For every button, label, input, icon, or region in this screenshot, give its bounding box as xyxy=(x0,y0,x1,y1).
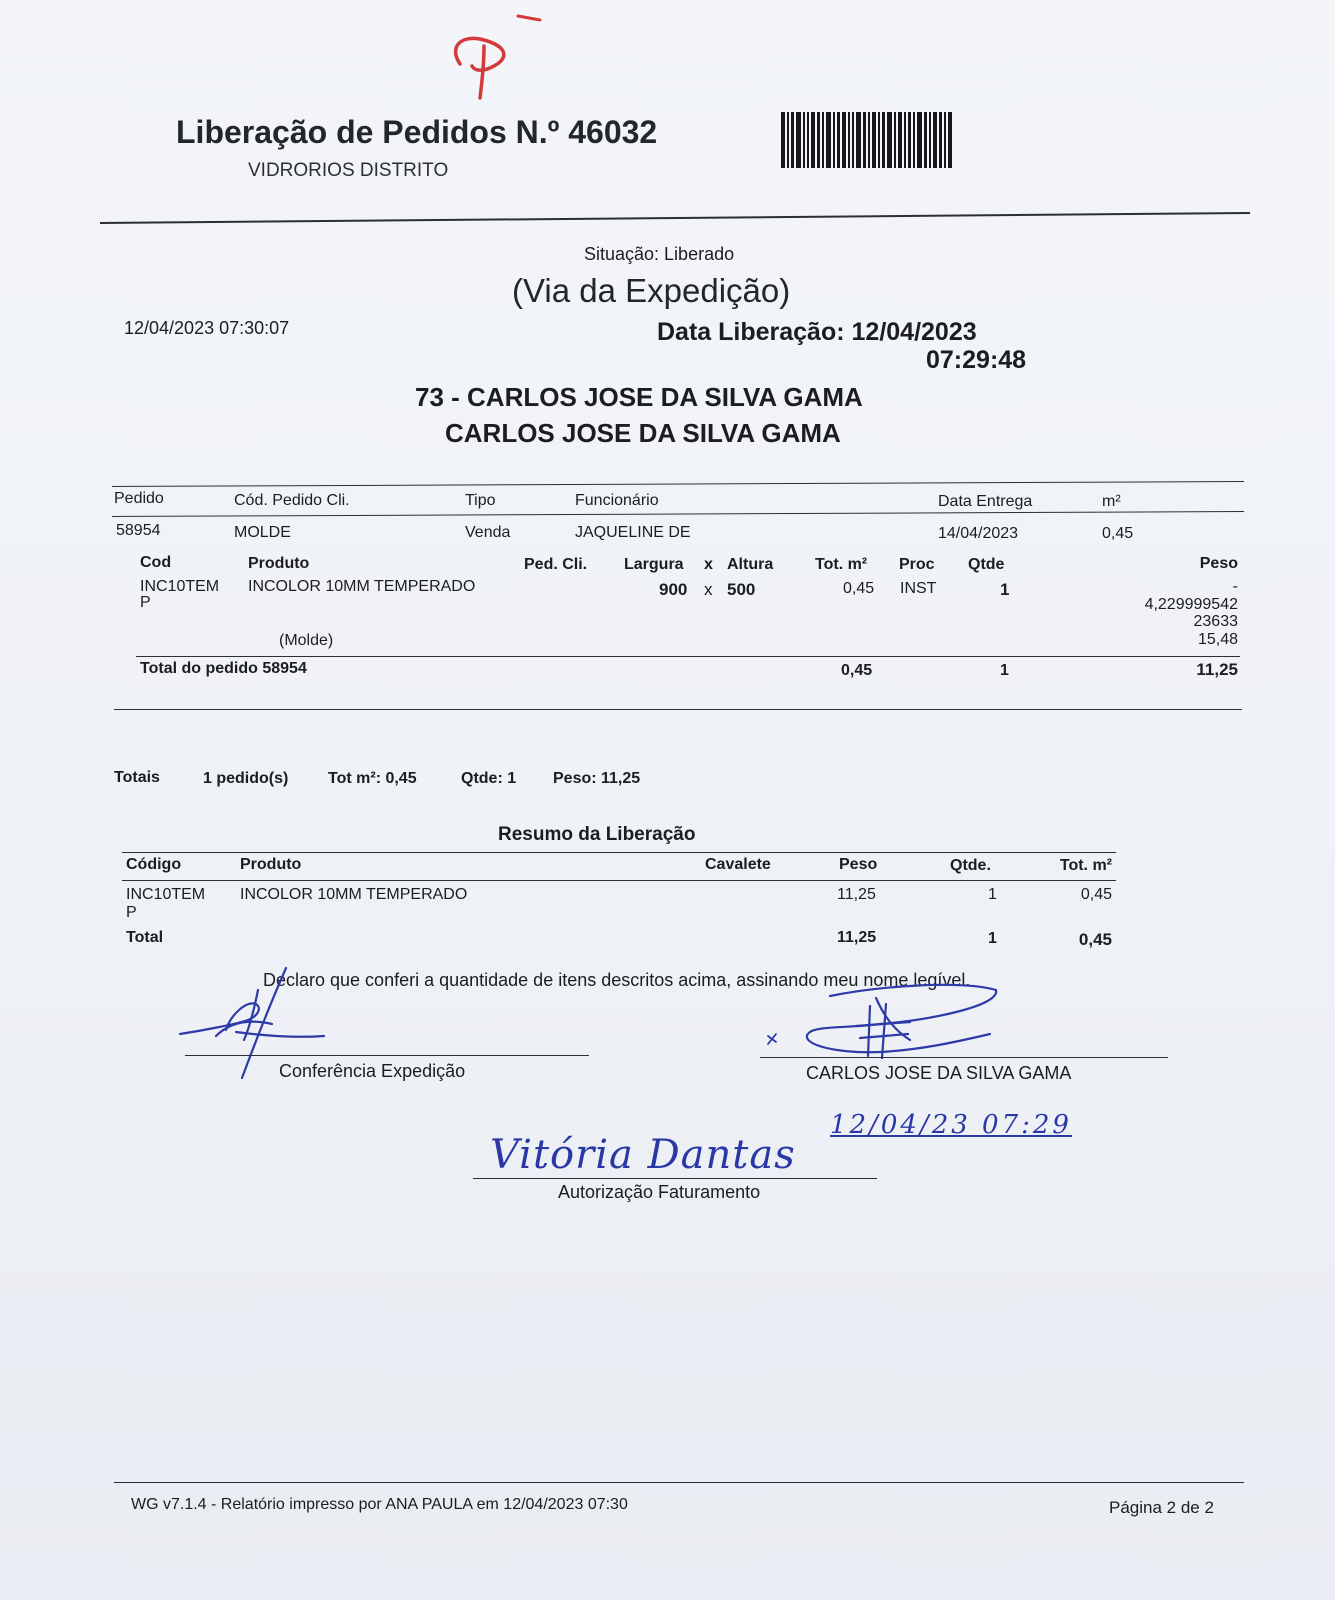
item-header-peso: Peso xyxy=(1199,555,1238,572)
item-peso-line2: 4,229999542 xyxy=(1144,596,1238,613)
header-cod-pedido-cli: Cód. Pedido Cli. xyxy=(234,492,350,509)
order-funcionario: JAQUELINE DE xyxy=(575,524,691,541)
summary-title: Resumo da Liberação xyxy=(498,824,696,845)
summary-header-rule xyxy=(122,880,1116,881)
company-name: VIDRORIOS DISTRITO xyxy=(248,160,449,181)
order-header-rule xyxy=(112,511,1244,517)
header-m2: m² xyxy=(1102,493,1121,510)
item-cod-line2: P xyxy=(140,594,151,611)
item-header-qtde: Qtde xyxy=(968,556,1005,573)
summary-total-qtde: 1 xyxy=(988,930,997,947)
item-peso-line4: 15,48 xyxy=(1197,631,1238,648)
footer-rule xyxy=(114,1482,1244,1483)
item-header-cod: Cod xyxy=(140,554,172,571)
summary-header-cavalete: Cavalete xyxy=(705,856,771,873)
item-header-produto: Produto xyxy=(248,555,310,572)
handwritten-datetime: 12/04/23 07:29 xyxy=(830,1110,1072,1140)
customer-signature-line xyxy=(760,1057,1168,1058)
item-qtde: 1 xyxy=(1000,580,1010,599)
customer-code-name: 73 - CARLOS JOSE DA SILVA GAMA xyxy=(415,382,863,412)
order-data-entrega: 14/04/2023 xyxy=(938,525,1019,542)
printed-timestamp: 12/04/2023 07:30:07 xyxy=(124,318,290,338)
item-peso-line3: 23633 xyxy=(1193,613,1238,630)
order-cod-pedido-cli: MOLDE xyxy=(234,524,291,541)
item-altura: 500 xyxy=(727,580,756,599)
summary-top-rule xyxy=(122,852,1116,853)
order-pedido: 58954 xyxy=(116,522,161,539)
customer-signature-label: CARLOS JOSE DA SILVA GAMA xyxy=(806,1063,1072,1083)
order-total-qtde: 1 xyxy=(1000,662,1009,679)
item-header-proc: Proc xyxy=(899,556,935,573)
footer-page-number: Página 2 de 2 xyxy=(1109,1498,1214,1517)
totals-pedidos: 1 pedido(s) xyxy=(203,770,289,787)
order-total-tot-m2: 0,45 xyxy=(841,662,873,679)
barcode xyxy=(781,112,983,168)
authorization-signature-line xyxy=(473,1178,877,1179)
summary-total-peso: 11,25 xyxy=(837,929,877,946)
order-total-rule xyxy=(136,656,1240,657)
item-x: x xyxy=(704,580,713,599)
summary-header-codigo: Código xyxy=(126,856,182,873)
summary-total-label: Total xyxy=(126,929,164,946)
header-pedido: Pedido xyxy=(114,490,164,507)
summary-header-qtde: Qtde. xyxy=(950,857,991,874)
item-header-tot-m2: Tot. m² xyxy=(815,556,868,573)
header-tipo: Tipo xyxy=(465,492,496,509)
summary-peso: 11,25 xyxy=(837,886,876,903)
customer-name: CARLOS JOSE DA SILVA GAMA xyxy=(445,418,841,448)
item-proc: INST xyxy=(900,580,937,597)
release-time: 07:29:48 xyxy=(926,346,1027,374)
order-table-bottom-rule xyxy=(114,709,1242,710)
item-note: (Molde) xyxy=(279,632,334,649)
item-header-largura: Largura xyxy=(624,556,684,573)
footer-printed-by: WG v7.1.4 - Relatório impresso por ANA PAULA em 12/04/2023 07:30 xyxy=(131,1496,628,1513)
item-produto: INCOLOR 10MM TEMPERADO xyxy=(248,578,476,595)
item-header-x: x xyxy=(704,556,713,573)
order-total-peso: 11,25 xyxy=(1196,660,1238,679)
order-m2: 0,45 xyxy=(1102,525,1134,542)
summary-produto: INCOLOR 10MM TEMPERADO xyxy=(240,886,468,903)
totals-label: Totais xyxy=(114,769,160,786)
header-funcionario: Funcionário xyxy=(575,492,659,509)
summary-tot-m2: 0,45 xyxy=(1080,886,1112,903)
order-table-top-rule xyxy=(112,481,1244,487)
authorization-signature: Vitória Dantas xyxy=(490,1132,796,1178)
item-cod-line1: INC10TEM xyxy=(140,578,220,595)
item-largura: 900 xyxy=(659,580,688,599)
conferencia-signature-line xyxy=(185,1055,589,1056)
header-data-entrega: Data Entrega xyxy=(938,493,1033,510)
summary-codigo-line2: P xyxy=(126,904,137,921)
order-tipo: Venda xyxy=(465,524,511,541)
summary-qtde: 1 xyxy=(988,886,997,903)
red-p-mark xyxy=(440,6,550,102)
item-header-ped-cli: Ped. Cli. xyxy=(524,556,588,573)
customer-signature xyxy=(760,976,1000,1066)
copy-label: (Via da Expedição) xyxy=(512,272,791,309)
item-tot-m2: 0,45 xyxy=(843,580,875,597)
authorization-label: Autorização Faturamento xyxy=(558,1182,761,1202)
item-header-altura: Altura xyxy=(727,556,774,573)
release-date: Data Liberação: 12/04/2023 xyxy=(657,318,977,346)
summary-header-produto: Produto xyxy=(240,856,302,873)
status-label: Situação: Liberado xyxy=(584,244,735,264)
item-peso-line1: - xyxy=(1232,578,1238,595)
document-title: Liberação de Pedidos N.º 46032 xyxy=(176,114,658,150)
summary-header-peso: Peso xyxy=(839,856,878,873)
totals-qtde: Qtde: 1 xyxy=(461,770,517,787)
declaration-text: Declaro que conferi a quantidade de itens descritos acima, assinando meu nome legível. xyxy=(263,970,971,990)
header-divider xyxy=(100,212,1250,224)
summary-codigo-line1: INC10TEM xyxy=(126,886,206,903)
conferencia-label: Conferência Expedição xyxy=(279,1061,466,1081)
totals-tot-m2: Tot m²: 0,45 xyxy=(328,770,417,787)
summary-total-tot-m2: 0,45 xyxy=(1078,930,1112,949)
summary-header-tot-m2: Tot. m² xyxy=(1059,857,1112,874)
order-total-label: Total do pedido 58954 xyxy=(140,660,307,677)
totals-peso: Peso: 11,25 xyxy=(553,770,641,787)
